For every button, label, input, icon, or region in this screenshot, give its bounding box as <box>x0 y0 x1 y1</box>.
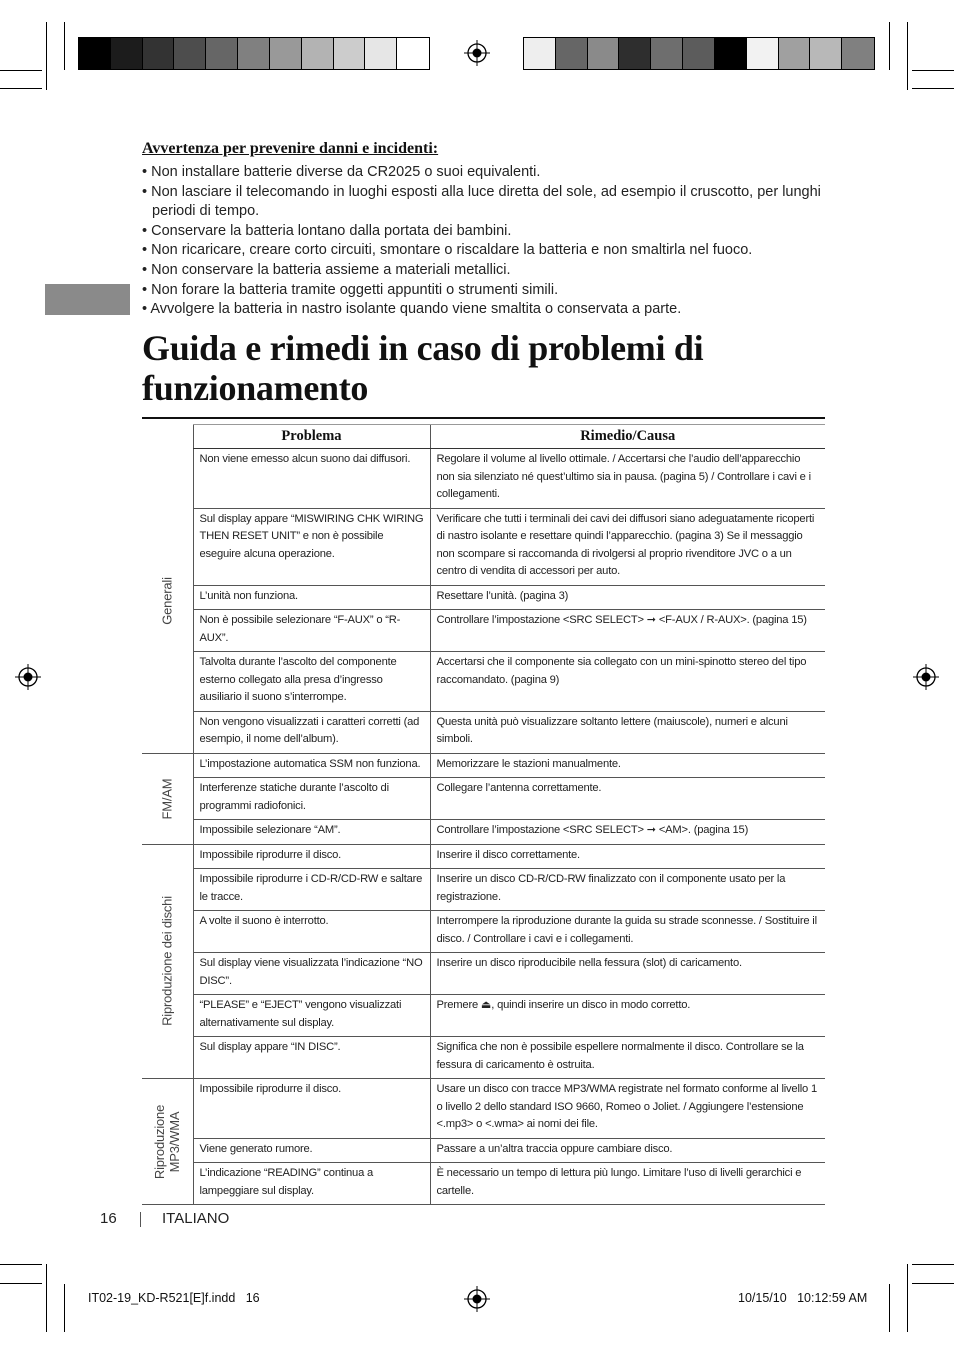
category-label: Riproduzione MP3/WMA <box>152 1104 183 1179</box>
problem-cell: A volte il suono è interrotto. <box>193 911 430 953</box>
color-bar-left <box>78 37 430 70</box>
color-swatch <box>79 38 111 69</box>
footer-separator <box>140 1212 141 1227</box>
table-row <box>142 844 825 869</box>
crop-mark <box>46 1264 47 1332</box>
table-row <box>142 610 825 652</box>
crop-mark <box>0 70 42 71</box>
problem-cell: “PLEASE” e “EJECT” vengono visualizzati alternativamente sul display. <box>193 995 430 1037</box>
warning-list <box>142 163 832 320</box>
problem-cell: Talvolta durante l’ascolto del componente esterno collegato alla presa d’ingresso ausiliario il suono s’interrompe. <box>193 652 430 712</box>
remedy-cell: Collegare l’antenna correttamente. <box>430 778 825 820</box>
registration-mark-icon <box>464 40 490 66</box>
color-swatch <box>334 38 366 69</box>
slug-file: IT02-19_KD-R521[E]f.indd 16 <box>88 1291 260 1305</box>
crop-mark <box>912 88 954 89</box>
registration-mark-icon <box>464 1286 490 1312</box>
problem-cell: Non vengono visualizzati i caratteri corretti (ad esempio, il nome dell’album). <box>193 711 430 753</box>
crop-mark <box>907 1264 908 1332</box>
problem-cell: L’impostazione automatica SSM non funziona. <box>193 753 430 778</box>
crop-mark <box>0 88 42 89</box>
color-swatch <box>779 38 811 69</box>
warning-item: • Non installare batterie diverse da CR2025 o suoi equivalenti. <box>142 163 832 183</box>
color-swatch <box>651 38 683 69</box>
page-number: 16 <box>100 1210 117 1227</box>
table-row <box>142 1138 825 1163</box>
registration-mark-icon <box>913 664 939 690</box>
warning-title: Avvertenza per prevenire danni e incidenti: <box>142 140 439 157</box>
color-swatch <box>619 38 651 69</box>
remedy-cell: Regolare il volume al livello ottimale. / Accertarsi che l’audio dell’apparecchio non sia silenziato né quest’ultimo sia in pausa. (pagina 5) / Controllare i cavi e i collegamenti. <box>430 449 825 509</box>
remedy-cell: Questa unità può visualizzare soltanto lettere (maiuscole), numeri e alcuni simboli. <box>430 711 825 753</box>
color-bar-right <box>523 37 875 70</box>
header-problem: Problema <box>193 425 430 449</box>
table-row <box>142 1079 825 1139</box>
crop-mark <box>46 22 47 90</box>
color-swatch <box>810 38 842 69</box>
problem-cell: Impossibile riprodurre il disco. <box>193 844 430 869</box>
remedy-cell: Inserire un disco CD-R/CD-RW finalizzato con il componente usato per la registrazione. <box>430 869 825 911</box>
table-row <box>142 1163 825 1205</box>
color-swatch <box>588 38 620 69</box>
color-swatch <box>238 38 270 69</box>
category-label: FM/AM <box>159 778 175 819</box>
problem-cell: Viene generato rumore. <box>193 1138 430 1163</box>
crop-mark <box>0 1264 42 1265</box>
table-row <box>142 911 825 953</box>
problem-cell: Interferenze statiche durante l’ascolto di programmi radiofonici. <box>193 778 430 820</box>
remedy-cell: Memorizzare le stazioni manualmente. <box>430 753 825 778</box>
problem-cell: Sul display appare “MISWIRING CHK WIRING THEN RESET UNIT” e non è possibile eseguire alcuna operazione. <box>193 508 430 585</box>
remedy-cell: Premere ⏏, quindi inserire un disco in modo corretto. <box>430 995 825 1037</box>
warning-item: • Non ricaricare, creare corto circuiti, smontare o riscaldare la batteria e non smaltirla nel fuoco. <box>142 241 832 261</box>
category-label: Generali <box>159 576 175 625</box>
remedy-cell: Inserire il disco correttamente. <box>430 844 825 869</box>
table-row <box>142 711 825 753</box>
problem-cell: L’indicazione “READING” continua a lampeggiare sul display. <box>193 1163 430 1205</box>
slug-date: 10/15/10 10:12:59 AM <box>738 1291 868 1305</box>
remedy-cell: Usare un disco con tracce MP3/WMA registrate nel formato conforme al livello 1 o livello 2 dello standard ISO 9660, Romeo o Joliet. / Aggiungere l’estensione <.mp3> o <.wma> ai nomi dei file. <box>430 1079 825 1139</box>
table-row <box>142 995 825 1037</box>
warning-item: • Avvolgere la batteria in nastro isolante quando viene smaltita o conservata a parte. <box>142 300 832 320</box>
category-cell <box>142 844 193 1079</box>
problem-cell: Sul display appare “IN DISC”. <box>193 1037 430 1079</box>
table-row <box>142 585 825 610</box>
table-row <box>142 953 825 995</box>
header-blank <box>142 425 193 449</box>
crop-mark <box>912 1283 954 1284</box>
remedy-cell: Accertarsi che il componente sia collegato con un mini-spinotto stereo del tipo raccomandato. (pagina 9) <box>430 652 825 712</box>
warning-item: • Non lasciare il telecomando in luoghi esposti alla luce diretta del sole, ad esempio il cruscotto, per lunghi periodi di tempo. <box>142 183 832 222</box>
problem-cell: Non viene emesso alcun suono dai diffusori. <box>193 449 430 509</box>
header-remedy: Rimedio/Causa <box>430 425 825 449</box>
color-swatch <box>397 38 429 69</box>
table-row <box>142 820 825 845</box>
crop-mark <box>907 22 908 90</box>
table-row <box>142 508 825 585</box>
crop-mark <box>912 70 954 71</box>
color-swatch <box>270 38 302 69</box>
table-row <box>142 778 825 820</box>
color-swatch <box>143 38 175 69</box>
color-swatch <box>683 38 715 69</box>
remedy-cell: Significa che non è possibile espellere normalmente il disco. Controllare se la fessura di caricamento è ostruita. <box>430 1037 825 1079</box>
troubleshooting-table <box>142 424 825 1205</box>
table-row <box>142 652 825 712</box>
color-swatch <box>747 38 779 69</box>
table-row <box>142 753 825 778</box>
problem-cell: Impossibile selezionare “AM”. <box>193 820 430 845</box>
category-cell <box>142 753 193 844</box>
color-swatch <box>302 38 334 69</box>
warning-item: • Conservare la batteria lontano dalla portata dei bambini. <box>142 222 832 242</box>
warning-item: • Non forare la batteria tramite oggetti appuntiti o strumenti simili. <box>142 281 832 301</box>
warning-item: • Non conservare la batteria assieme a materiali metallici. <box>142 261 832 281</box>
page-title: Guida e rimedi in caso di problemi di funzionamento <box>142 328 704 408</box>
problem-cell: L’unità non funziona. <box>193 585 430 610</box>
remedy-cell: Resettare l’unità. (pagina 3) <box>430 585 825 610</box>
color-swatch <box>174 38 206 69</box>
remedy-cell: È necessario un tempo di lettura più lungo. Limitare l’uso di livelli gerarchici e cartelle. <box>430 1163 825 1205</box>
remedy-cell: Interrompere la riproduzione durante la guida su strade sconnesse. / Sostituire il disco. / Controllare i cavi e i collegamenti. <box>430 911 825 953</box>
remedy-cell: Verificare che tutti i terminali dei cavi dei diffusori siano adeguatamente ricoperti di nastro isolante e resettare quindi l’apparecchio. (pagina 3) Se il messaggio non scompare si raccomanda di rivolgersi al proprio rivenditore JVC o a un centro di vendita di accessori per auto. <box>430 508 825 585</box>
category-cell <box>142 449 193 754</box>
color-swatch <box>111 38 143 69</box>
color-swatch <box>556 38 588 69</box>
footer-language: ITALIANO <box>162 1210 230 1227</box>
crop-mark <box>889 1284 890 1332</box>
language-side-tab <box>45 284 130 315</box>
color-swatch <box>524 38 556 69</box>
table-row <box>142 1037 825 1079</box>
registration-mark-icon <box>15 664 41 690</box>
remedy-cell: Controllare l’impostazione <SRC SELECT> ➞ <F-AUX / R-AUX>. (pagina 15) <box>430 610 825 652</box>
color-swatch <box>842 38 874 69</box>
category-cell <box>142 1079 193 1205</box>
problem-cell: Impossibile riprodurre i CD-R/CD-RW e saltare le tracce. <box>193 869 430 911</box>
problem-cell: Non è possibile selezionare “F-AUX” o “R-AUX”. <box>193 610 430 652</box>
crop-mark <box>64 22 65 70</box>
problem-cell: Impossibile riprodurre il disco. <box>193 1079 430 1139</box>
problem-cell: Sul display viene visualizzata l’indicazione “NO DISC”. <box>193 953 430 995</box>
title-rule <box>142 417 825 419</box>
table-row <box>142 869 825 911</box>
remedy-cell: Controllare l’impostazione <SRC SELECT> ➞ <AM>. (pagina 15) <box>430 820 825 845</box>
color-swatch <box>365 38 397 69</box>
color-swatch <box>715 38 747 69</box>
crop-mark <box>912 1264 954 1265</box>
crop-mark <box>889 22 890 70</box>
category-label: Riproduzione dei dischi <box>159 896 175 1027</box>
remedy-cell: Passare a un’altra traccia oppure cambiare disco. <box>430 1138 825 1163</box>
crop-mark <box>0 1283 42 1284</box>
crop-mark <box>64 1284 65 1332</box>
color-swatch <box>206 38 238 69</box>
table-row <box>142 449 825 509</box>
remedy-cell: Inserire un disco riproducibile nella fessura (slot) di caricamento. <box>430 953 825 995</box>
